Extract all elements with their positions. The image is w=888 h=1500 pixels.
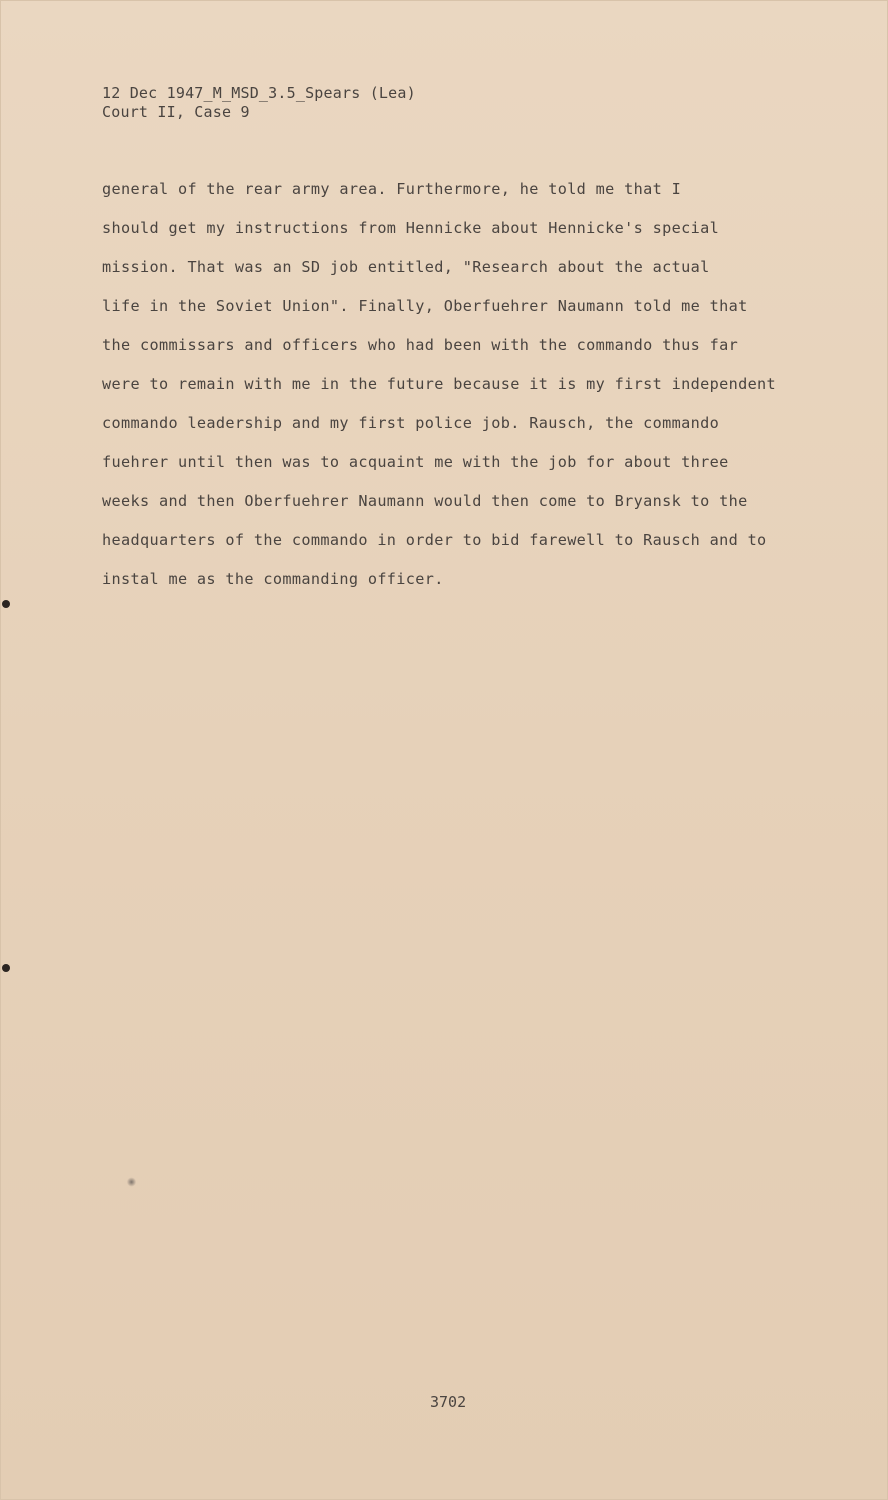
text-line: instal me as the commanding officer. xyxy=(102,570,444,588)
page-number: 3702 xyxy=(430,1393,467,1411)
header-court-case: Court II, Case 9 xyxy=(102,103,250,121)
binder-hole-mark xyxy=(2,600,10,608)
text-line: life in the Soviet Union". Finally, Oberfuehrer Naumann told me that xyxy=(102,297,748,315)
text-line: fuehrer until then was to acquaint me with the job for about three xyxy=(102,453,729,471)
text-line: headquarters of the commando in order to bid farewell to Rausch and to xyxy=(102,531,767,549)
header-reference: 12 Dec 1947_M_MSD_3.5_Spears (Lea) xyxy=(102,84,416,102)
text-line: weeks and then Oberfuehrer Naumann would then come to Bryansk to the xyxy=(102,492,748,510)
text-line: should get my instructions from Hennicke about Hennicke's special xyxy=(102,219,720,237)
text-line: were to remain with me in the future because it is my first independent xyxy=(102,375,777,393)
ink-smudge xyxy=(127,1177,136,1187)
document-header xyxy=(102,84,416,122)
text-line: general of the rear army area. Furthermore, he told me that I xyxy=(102,180,682,198)
text-line: mission. That was an SD job entitled, "Research about the actual xyxy=(102,258,710,276)
testimony-text xyxy=(102,176,792,605)
text-line: the commissars and officers who had been with the commando thus far xyxy=(102,336,739,354)
binder-hole-mark xyxy=(2,964,10,972)
text-line: commando leadership and my first police job. Rausch, the commando xyxy=(102,414,720,432)
